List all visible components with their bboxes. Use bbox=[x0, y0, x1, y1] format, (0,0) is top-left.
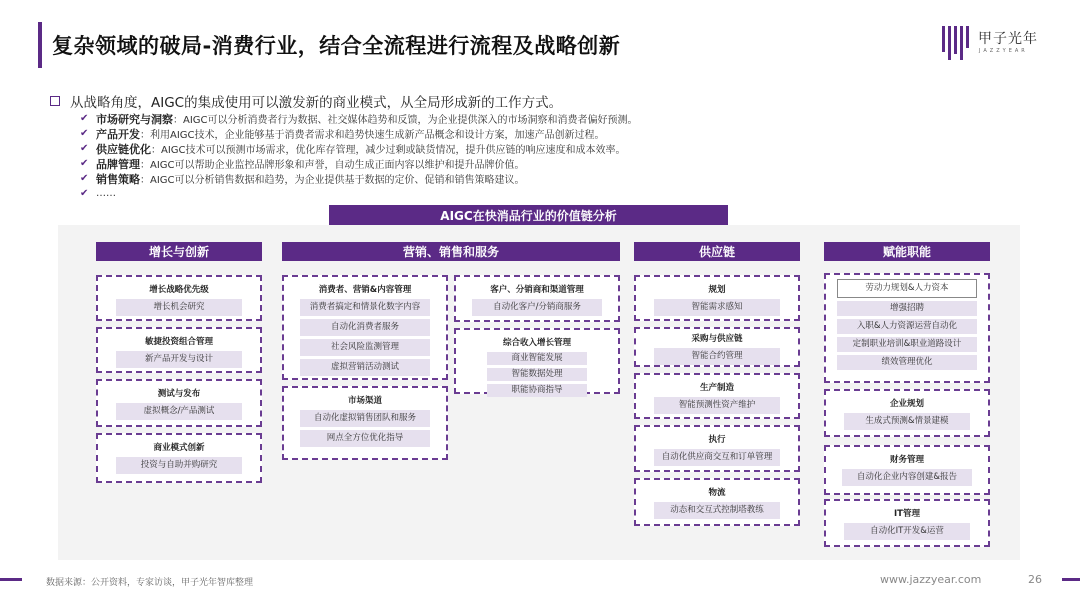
point-label: 市场研究与洞察 bbox=[96, 112, 173, 126]
intro-point bbox=[80, 141, 1010, 156]
box-item: 商业智能发展 bbox=[487, 352, 587, 365]
intro-heading bbox=[50, 92, 1010, 110]
box-title: 物流 bbox=[708, 488, 726, 498]
box-item: 智能数据处理 bbox=[487, 368, 587, 381]
box-item: 新产品开发与设计 bbox=[116, 351, 242, 368]
box-title: 消费者、营销&内容管理 bbox=[318, 285, 412, 295]
data-source: 数据来源：公开资料，专家访谈，甲子光年智库整理 bbox=[46, 578, 254, 588]
intro-point bbox=[80, 111, 1010, 126]
enable-box bbox=[824, 389, 990, 437]
jazzyear-logo bbox=[942, 24, 1052, 64]
page-number: 26 bbox=[1028, 573, 1042, 586]
check-icon: ✔ bbox=[80, 128, 89, 139]
category-growth: 增长与创新 bbox=[96, 242, 262, 261]
box-title: 测试与发布 bbox=[157, 389, 201, 399]
box-title-outline: 劳动力规划&人力资本 bbox=[837, 279, 977, 298]
point-label: 产品开发 bbox=[96, 127, 140, 141]
square-bullet-icon bbox=[50, 96, 60, 106]
growth-box bbox=[96, 379, 262, 427]
box-item: 动态和交互式控制塔教练 bbox=[654, 502, 780, 519]
footer-accent-right bbox=[1062, 578, 1080, 581]
box-item: 增长机会研究 bbox=[116, 299, 242, 316]
point-text: ：AIGC技术可以预测市场需求，优化库存管理，减少过剩或缺货情况，提升供应链的响应速度和成本效率。 bbox=[151, 145, 626, 156]
box-title: 客户、分销商和渠道管理 bbox=[490, 285, 584, 295]
growth-box bbox=[96, 433, 262, 483]
box-item: 自动化供应商交互和订单管理 bbox=[654, 449, 780, 466]
point-text: ：AIGC可以分析消费者行为数据、社交媒体趋势和反馈，为企业提供深入的市场洞察和消费者偏好预测。 bbox=[173, 115, 638, 126]
intro-point bbox=[80, 156, 1010, 171]
supply-box bbox=[634, 425, 800, 472]
box-item: 绩效管理优化 bbox=[837, 355, 977, 370]
box-title: 财务管理 bbox=[889, 455, 924, 465]
supply-box bbox=[634, 373, 800, 419]
box-title: 商业模式创新 bbox=[153, 443, 205, 453]
point-text: …… bbox=[96, 188, 116, 199]
value-chain-title: AIGC在快消品行业的价值链分析 bbox=[329, 205, 728, 225]
logo-en-text: JAZZYEAR bbox=[979, 48, 1028, 54]
supply-box bbox=[634, 327, 800, 367]
supply-box bbox=[634, 478, 800, 526]
growth-box bbox=[96, 327, 262, 373]
box-item: 投资与自助并购研究 bbox=[116, 457, 242, 474]
box-item: 定制职业培训&职业道路设计 bbox=[837, 337, 977, 352]
box-item: 智能预测性资产维护 bbox=[654, 397, 780, 414]
box-title: 企业规划 bbox=[889, 399, 924, 409]
title-accent-bar bbox=[38, 22, 42, 68]
box-title: 增长战略优先级 bbox=[149, 285, 209, 295]
box-item: 自动化虚拟销售团队和服务 bbox=[300, 410, 430, 427]
box-item: 消费者搞定和情景化数字内容 bbox=[300, 299, 430, 316]
marketing-revenue-box bbox=[454, 328, 620, 394]
intro-point bbox=[80, 186, 1010, 201]
box-title: 市场渠道 bbox=[347, 396, 382, 406]
box-item: 智能需求感知 bbox=[654, 299, 780, 316]
point-label: 销售策略 bbox=[96, 172, 140, 186]
marketing-channels-box bbox=[282, 386, 448, 460]
box-title: 敏捷投资组合管理 bbox=[144, 337, 213, 347]
check-icon: ✔ bbox=[80, 143, 89, 154]
box-item: 自动化消费者服务 bbox=[300, 319, 430, 336]
growth-box bbox=[96, 275, 262, 321]
intro-point bbox=[80, 171, 1010, 186]
marketing-content-box bbox=[282, 275, 448, 380]
box-title: 生产制造 bbox=[699, 383, 734, 393]
check-icon: ✔ bbox=[80, 158, 89, 169]
logo-cn-text: 甲子光年 bbox=[978, 31, 1038, 47]
box-item: 自动化客户/分销商服务 bbox=[472, 299, 602, 316]
enable-hr-box bbox=[824, 273, 990, 383]
logo-mark-icon bbox=[942, 26, 972, 60]
category-enabling: 赋能职能 bbox=[824, 242, 990, 261]
intro-section bbox=[50, 92, 1010, 201]
point-text: ：AIGC可以分析销售数据和趋势，为企业提供基于数据的定价、促销和销售策略建议。 bbox=[140, 175, 525, 186]
box-item: 虚拟营销活动测试 bbox=[300, 359, 430, 376]
check-icon: ✔ bbox=[80, 188, 89, 199]
box-title: 综合收入增长管理 bbox=[502, 338, 571, 348]
check-icon: ✔ bbox=[80, 173, 89, 184]
box-item: 虚拟概念/产品测试 bbox=[116, 403, 242, 420]
box-title: 规划 bbox=[708, 285, 726, 295]
supply-box bbox=[634, 275, 800, 321]
box-item: 网点全方位优化指导 bbox=[300, 430, 430, 447]
check-icon: ✔ bbox=[80, 113, 89, 124]
marketing-customer-box bbox=[454, 275, 620, 322]
box-title: 执行 bbox=[708, 435, 726, 445]
box-item: 智能合约管理 bbox=[654, 348, 780, 365]
category-marketing: 营销、销售和服务 bbox=[282, 242, 620, 261]
category-supply-chain: 供应链 bbox=[634, 242, 800, 261]
box-title: 采购与供应链 bbox=[691, 334, 743, 344]
intro-point bbox=[80, 126, 1010, 141]
box-item: 入职&人力资源运营自动化 bbox=[837, 319, 977, 334]
box-item: 自动化企业内容创建&报告 bbox=[842, 469, 972, 486]
point-label: 供应链优化 bbox=[96, 142, 151, 156]
intro-points bbox=[80, 111, 1010, 201]
point-text: ：利用AIGC技术，企业能够基于消费者需求和趋势快速生成新产品概念和设计方案，加速产品创新过程。 bbox=[140, 130, 605, 141]
page-title: 复杂领域的破局-消费行业，结合全流程进行流程及战略创新 bbox=[52, 34, 621, 58]
box-item: 社会风险监测管理 bbox=[300, 339, 430, 356]
enable-box bbox=[824, 499, 990, 547]
box-item: 生成式预测&情景建模 bbox=[844, 413, 970, 430]
box-item: 职能协商指导 bbox=[487, 384, 587, 397]
intro-heading-text: 从战略角度，AIGC的集成使用可以激发新的商业模式，从全局形成新的工作方式。 bbox=[70, 95, 563, 111]
point-label: 品牌管理 bbox=[96, 157, 140, 171]
enable-box bbox=[824, 445, 990, 495]
box-title: IT管理 bbox=[894, 509, 920, 519]
box-item: 增强招聘 bbox=[837, 301, 977, 316]
point-text: ：AIGC可以帮助企业监控品牌形象和声誉，自动生成正面内容以维护和提升品牌价值。 bbox=[140, 160, 525, 171]
footer-accent-left bbox=[0, 578, 22, 581]
box-item: 自动化IT开发&运营 bbox=[844, 523, 970, 540]
site-url: www.jazzyear.com bbox=[880, 573, 982, 586]
